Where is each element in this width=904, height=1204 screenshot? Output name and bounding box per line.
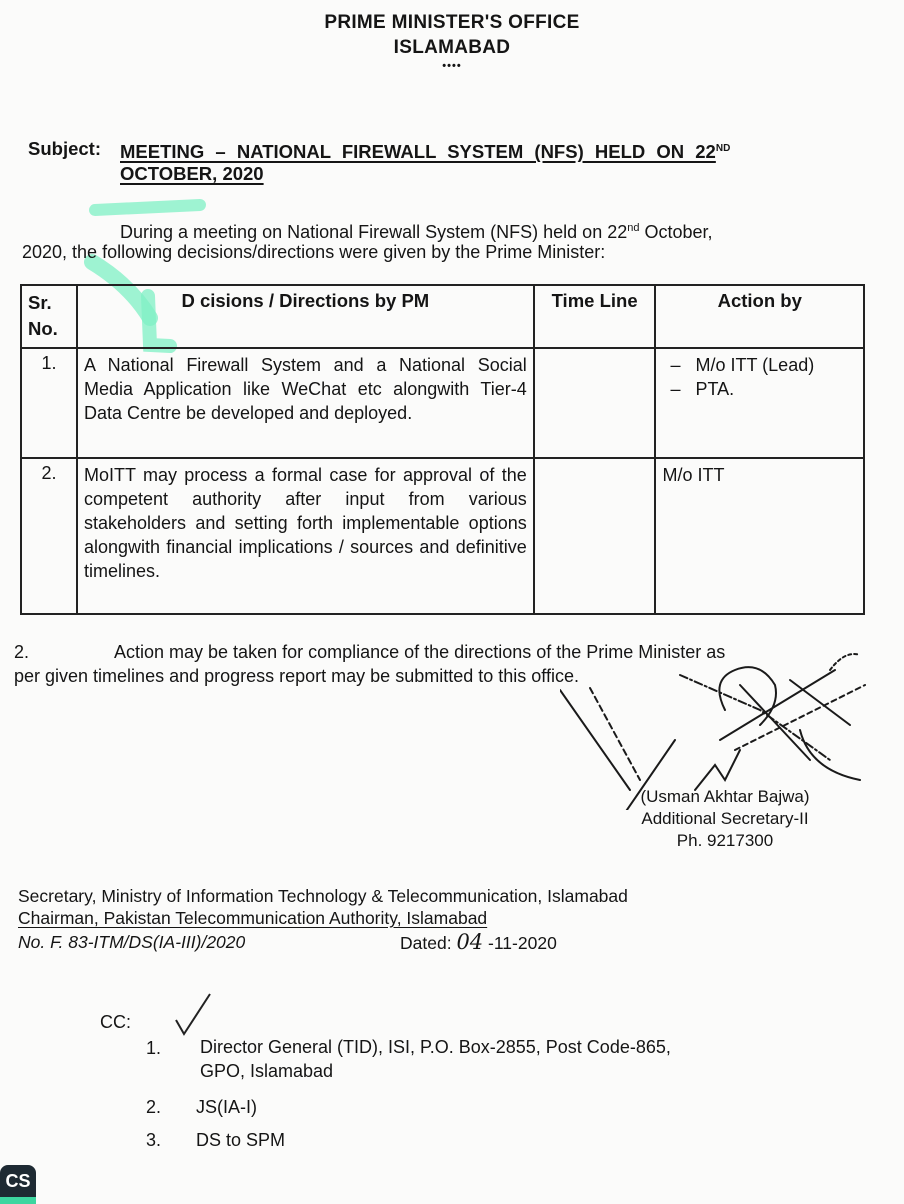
header-ornament: •••• [442,60,462,72]
header-decision: D cisions / Directions by PM [77,285,534,348]
dated-rest: -11-2020 [488,933,557,953]
cc-label: CC: [100,1012,131,1032]
cc-item-2: JS(IA-I) [196,1097,257,1117]
signatory-name: (Usman Akhtar Bajwa) [640,787,810,806]
table-row [21,348,864,458]
signature-icon [560,630,904,810]
signatory-designation: Additional Secretary-II [641,809,809,828]
cc-item-3-num: 3. [146,1130,162,1150]
header-timeline: Time Line [534,285,656,348]
logo-accent-bar [0,1197,36,1204]
cc-item-1-line-1: Director General (TID), ISI, P.O. Box-2855, Post Code-865, [200,1037,671,1057]
camscanner-logo [0,1165,36,1204]
cc-item-1-num: 1. [146,1038,162,1058]
recipient-1: Secretary, Ministry of Information Technology & Telecommunication, Islamabad [18,886,628,906]
office-title: PRIME MINISTER'S OFFICE [324,12,580,33]
subject-block [28,136,878,188]
table-header-row [21,285,864,348]
intro-sup: nd [627,222,640,234]
cc-item-1 [200,1035,671,1083]
subject-line-1: MEETING – NATIONAL FIREWALL SYSTEM (NFS) HELD ON 22 [120,141,716,163]
signatory-block [600,786,850,852]
intro-line-2: 2020, the following decisions/directions were given by the Prime Minister: [22,242,606,262]
cc-item-3: DS to SPM [196,1130,286,1150]
row-decision: A National Firewall System and a National Social Media Application like WeChat etc alongwith Tier-4 Data Centre be developed and deployed. [77,348,534,458]
cc-item-2-num: 2. [146,1097,162,1117]
reference-date [400,930,557,955]
cc-item-1-line-2: GPO, Islamabad [200,1061,334,1081]
signatory-phone: Ph. 9217300 [676,831,774,850]
row-decision: MoITT may process a formal case for approval of the competent authority after input from various stakeholders and setting forth implementable options alongwith financial implications / sources and definitive timelines. [77,458,534,614]
row-action: M/o ITT [655,458,864,614]
para2-number: 2. [14,642,30,662]
dated-day: 04 [456,930,484,954]
intro-text-2: October, [639,222,713,242]
table-row [21,458,864,614]
subject-label: Subject: [28,138,101,159]
checkmark-icon [170,990,220,1040]
action-text: PTA. [695,379,735,399]
header-sr: Sr. No. [21,285,77,348]
action-item: – PTA. [670,379,735,399]
row-timeline [534,348,656,458]
row-sr: 2. [21,458,77,614]
recipient-2: Chairman, Pakistan Telecommunication Authority, Islamabad [18,908,488,928]
logo-text: CS [5,1171,31,1191]
dated-label: Dated: [400,933,452,953]
row-sr: 1. [21,348,77,458]
row-action [655,348,864,458]
header-action: Action by [655,285,864,348]
decisions-table [20,284,865,615]
action-text: M/o ITT (Lead) [695,355,815,375]
subject-line-2: OCTOBER, 2020 [120,163,264,184]
subject-sup: ND [715,143,731,154]
office-city: ISLAMABAD [393,37,511,58]
reference-number: No. F. 83-ITM/DS(IA-III)/2020 [18,932,246,952]
action-item: – M/o ITT (Lead) [670,355,815,375]
para2-line-1: Action may be taken for compliance of the directions of the Prime Minister as [114,642,726,662]
intro-text-1: During a meeting on National Firewall System (NFS) held on 22 [120,222,628,242]
row-timeline [534,458,656,614]
para2-line-2: per given timelines and progress report may be submitted to this office. [14,666,579,686]
